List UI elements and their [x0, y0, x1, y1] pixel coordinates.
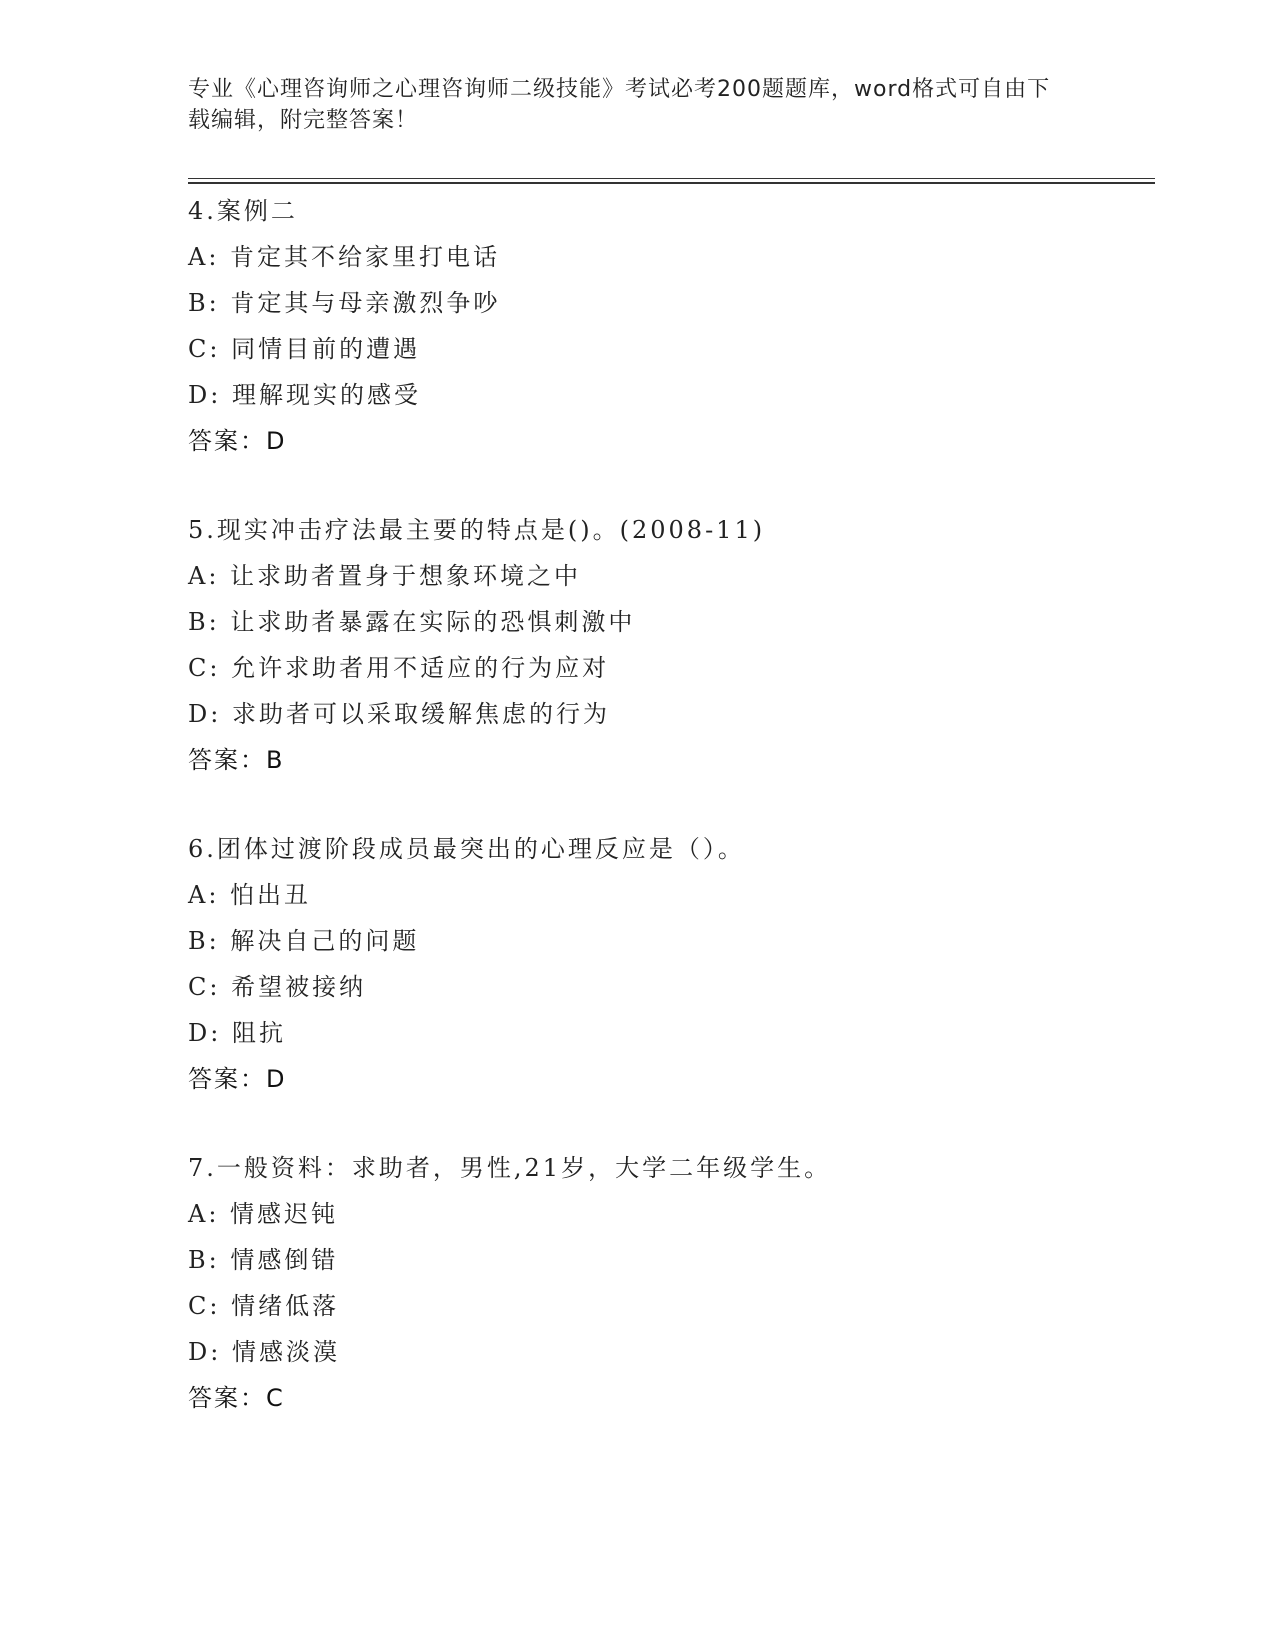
option-a: A: 情感迟钝	[188, 1200, 339, 1228]
option-c: C: 允许求助者用不适应的行为应对	[188, 654, 610, 682]
option-a: A: 肯定其不给家里打电话	[188, 243, 501, 271]
answer-line: 答案：B	[188, 746, 285, 774]
question-4	[188, 188, 1148, 464]
option-c: C: 希望被接纳	[188, 973, 367, 1001]
document-header: 专业《心理咨询师之心理咨询师二级技能》考试必考200题题库，word格式可自由下载编辑，附完整答案！	[188, 77, 1051, 133]
question-list	[188, 188, 1148, 1464]
question-5	[188, 507, 1148, 783]
option-b: B: 肯定其与母亲激烈争吵	[188, 289, 501, 317]
option-a: A: 让求助者置身于想象环境之中	[188, 562, 582, 590]
answer-line: 答案：D	[188, 427, 287, 455]
question-stem: 7.一般资料：求助者，男性,21岁，大学二年级学生。	[188, 1154, 832, 1182]
option-c: C: 同情目前的遭遇	[188, 335, 421, 363]
answer-line: 答案：C	[188, 1384, 285, 1412]
question-stem: 6.团体过渡阶段成员最突出的心理反应是（）。	[188, 835, 745, 863]
option-b: B: 解决自己的问题	[188, 927, 420, 955]
header-divider-thin	[188, 178, 1155, 179]
option-d: D: 情感淡漠	[188, 1338, 340, 1366]
option-b: B: 让求助者暴露在实际的恐惧刺激中	[188, 608, 636, 636]
option-c: C: 情绪低落	[188, 1292, 340, 1320]
option-d: D: 阻抗	[188, 1019, 286, 1047]
answer-line: 答案：D	[188, 1065, 287, 1093]
question-stem: 4.案例二	[188, 197, 298, 225]
option-d: D: 理解现实的感受	[188, 381, 421, 409]
option-d: D: 求助者可以采取缓解焦虑的行为	[188, 700, 610, 728]
option-a: A: 怕出丑	[188, 881, 312, 909]
question-6	[188, 826, 1148, 1102]
question-stem: 5.现实冲击疗法最主要的特点是()。(2008-11)	[188, 516, 766, 544]
header-divider-thick	[188, 182, 1155, 184]
option-b: B: 情感倒错	[188, 1246, 339, 1274]
question-7	[188, 1145, 1148, 1421]
